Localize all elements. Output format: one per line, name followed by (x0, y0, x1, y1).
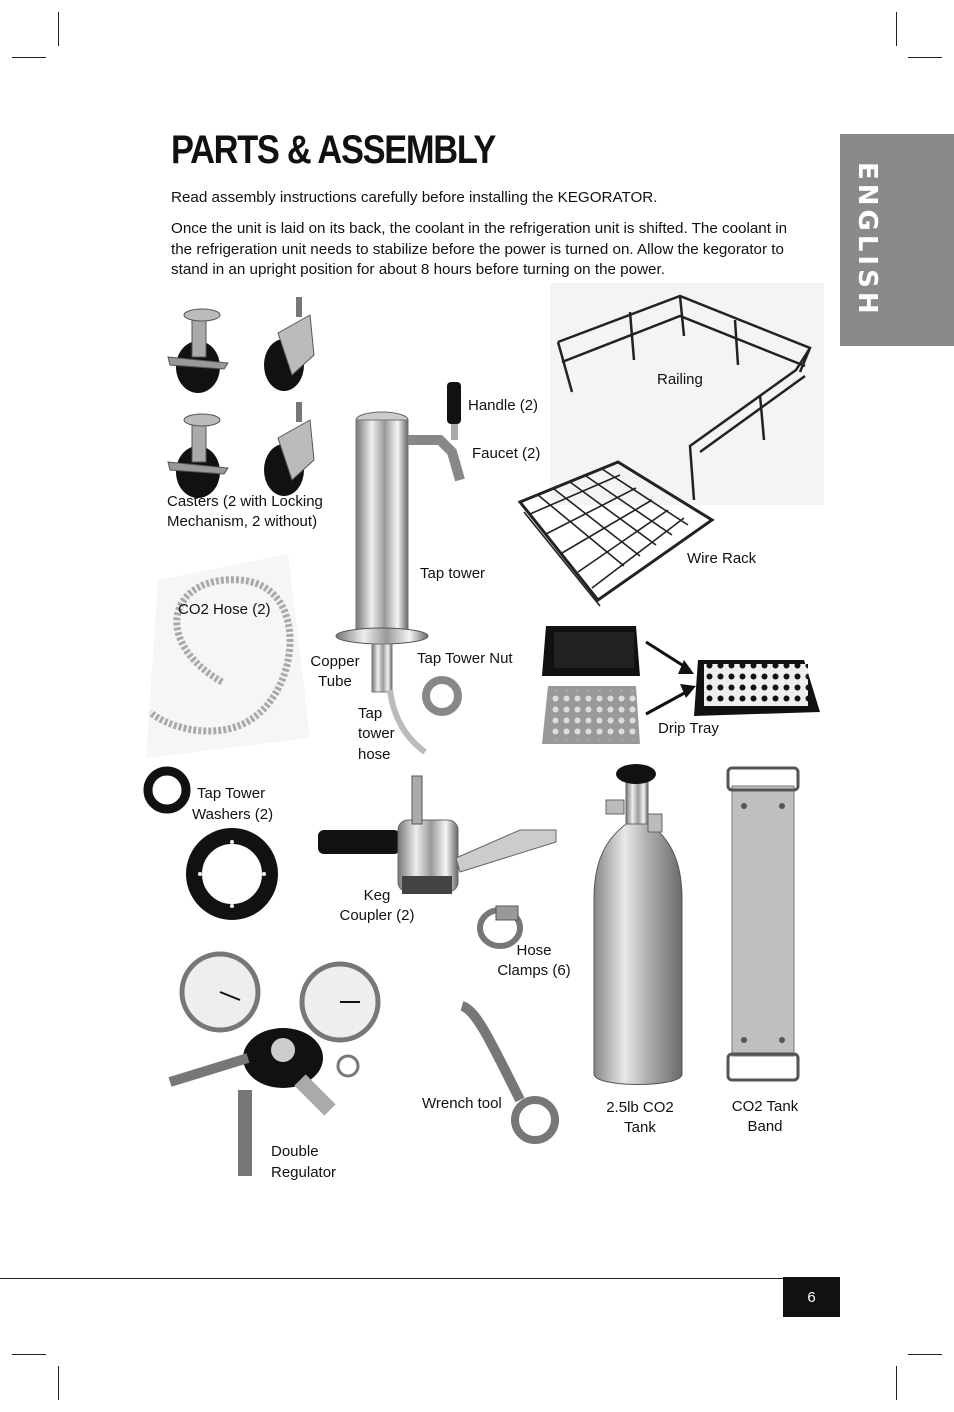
page-title: PARTS & ASSEMBLY (171, 128, 496, 172)
label-co2-tank-line2: Tank (624, 1119, 656, 1136)
label-tank-band-line1: CO2 Tank (731, 1098, 799, 1115)
label-drip-tray: Drip Tray (658, 720, 719, 737)
label-wire-rack: Wire Rack (687, 550, 757, 567)
co2-tank-image (594, 764, 682, 1085)
tank-band-image (728, 768, 798, 1080)
casters-image (168, 297, 314, 498)
label-tap-tower-nut: Tap Tower Nut (417, 650, 513, 667)
intro-paragraph: Read assembly instructions carefully before installing the KEGORATOR. (171, 189, 658, 206)
label-hose-clamps-line2: Clamps (6) (497, 962, 571, 979)
label-co2-hose: CO2 Hose (2) (178, 601, 271, 618)
label-casters-line2: Mechanism, 2 without) (167, 513, 318, 530)
label-tap-tower-hose-line3: hose (358, 746, 391, 763)
label-copper-tube-line1: Copper (310, 653, 360, 670)
label-tank-band-line2: Band (747, 1118, 783, 1135)
language-tab-label: ENGLISH (852, 162, 882, 318)
keg-coupler-image (318, 776, 556, 894)
label-regulator-line1: Double (271, 1143, 319, 1160)
label-washers-line1: Tap Tower (197, 785, 266, 802)
label-railing: Railing (657, 371, 703, 388)
page-number: 6 (783, 1277, 840, 1317)
label-tap-tower-hose-line2: tower (358, 725, 395, 742)
label-faucet: Faucet (2) (472, 445, 541, 462)
footer-rule (0, 1278, 784, 1279)
label-keg-coupler-line2: Coupler (2) (339, 907, 415, 924)
label-keg-coupler-line1: Keg (363, 887, 391, 904)
label-hose-clamps-line1: Hose (516, 942, 552, 959)
label-washers-line2: Washers (2) (192, 806, 274, 823)
co2-hose-image (146, 554, 310, 758)
label-co2-tank-line1: 2.5lb CO2 (606, 1099, 674, 1116)
warning-paragraph: Once the unit is laid on its back, the coolant in the refrigeration unit is shifted. The coolant in the refrigeration unit needs to stabilize before the power is turned on. Allow the kegorator to stand in an upright position for about 8 hours before turning on the power. (171, 220, 788, 278)
label-tap-tower-hose-line1: Tap (358, 705, 383, 722)
wrench-image (462, 1006, 555, 1140)
label-tap-tower: Tap tower (420, 565, 486, 582)
label-wrench: Wrench tool (422, 1095, 502, 1112)
hose-clamp-image (480, 906, 520, 946)
label-handle: Handle (2) (468, 397, 539, 414)
label-casters-line1: Casters (2 with Locking (167, 493, 323, 510)
label-copper-tube-line2: Tube (318, 673, 352, 690)
label-regulator-line2: Regulator (271, 1164, 337, 1181)
